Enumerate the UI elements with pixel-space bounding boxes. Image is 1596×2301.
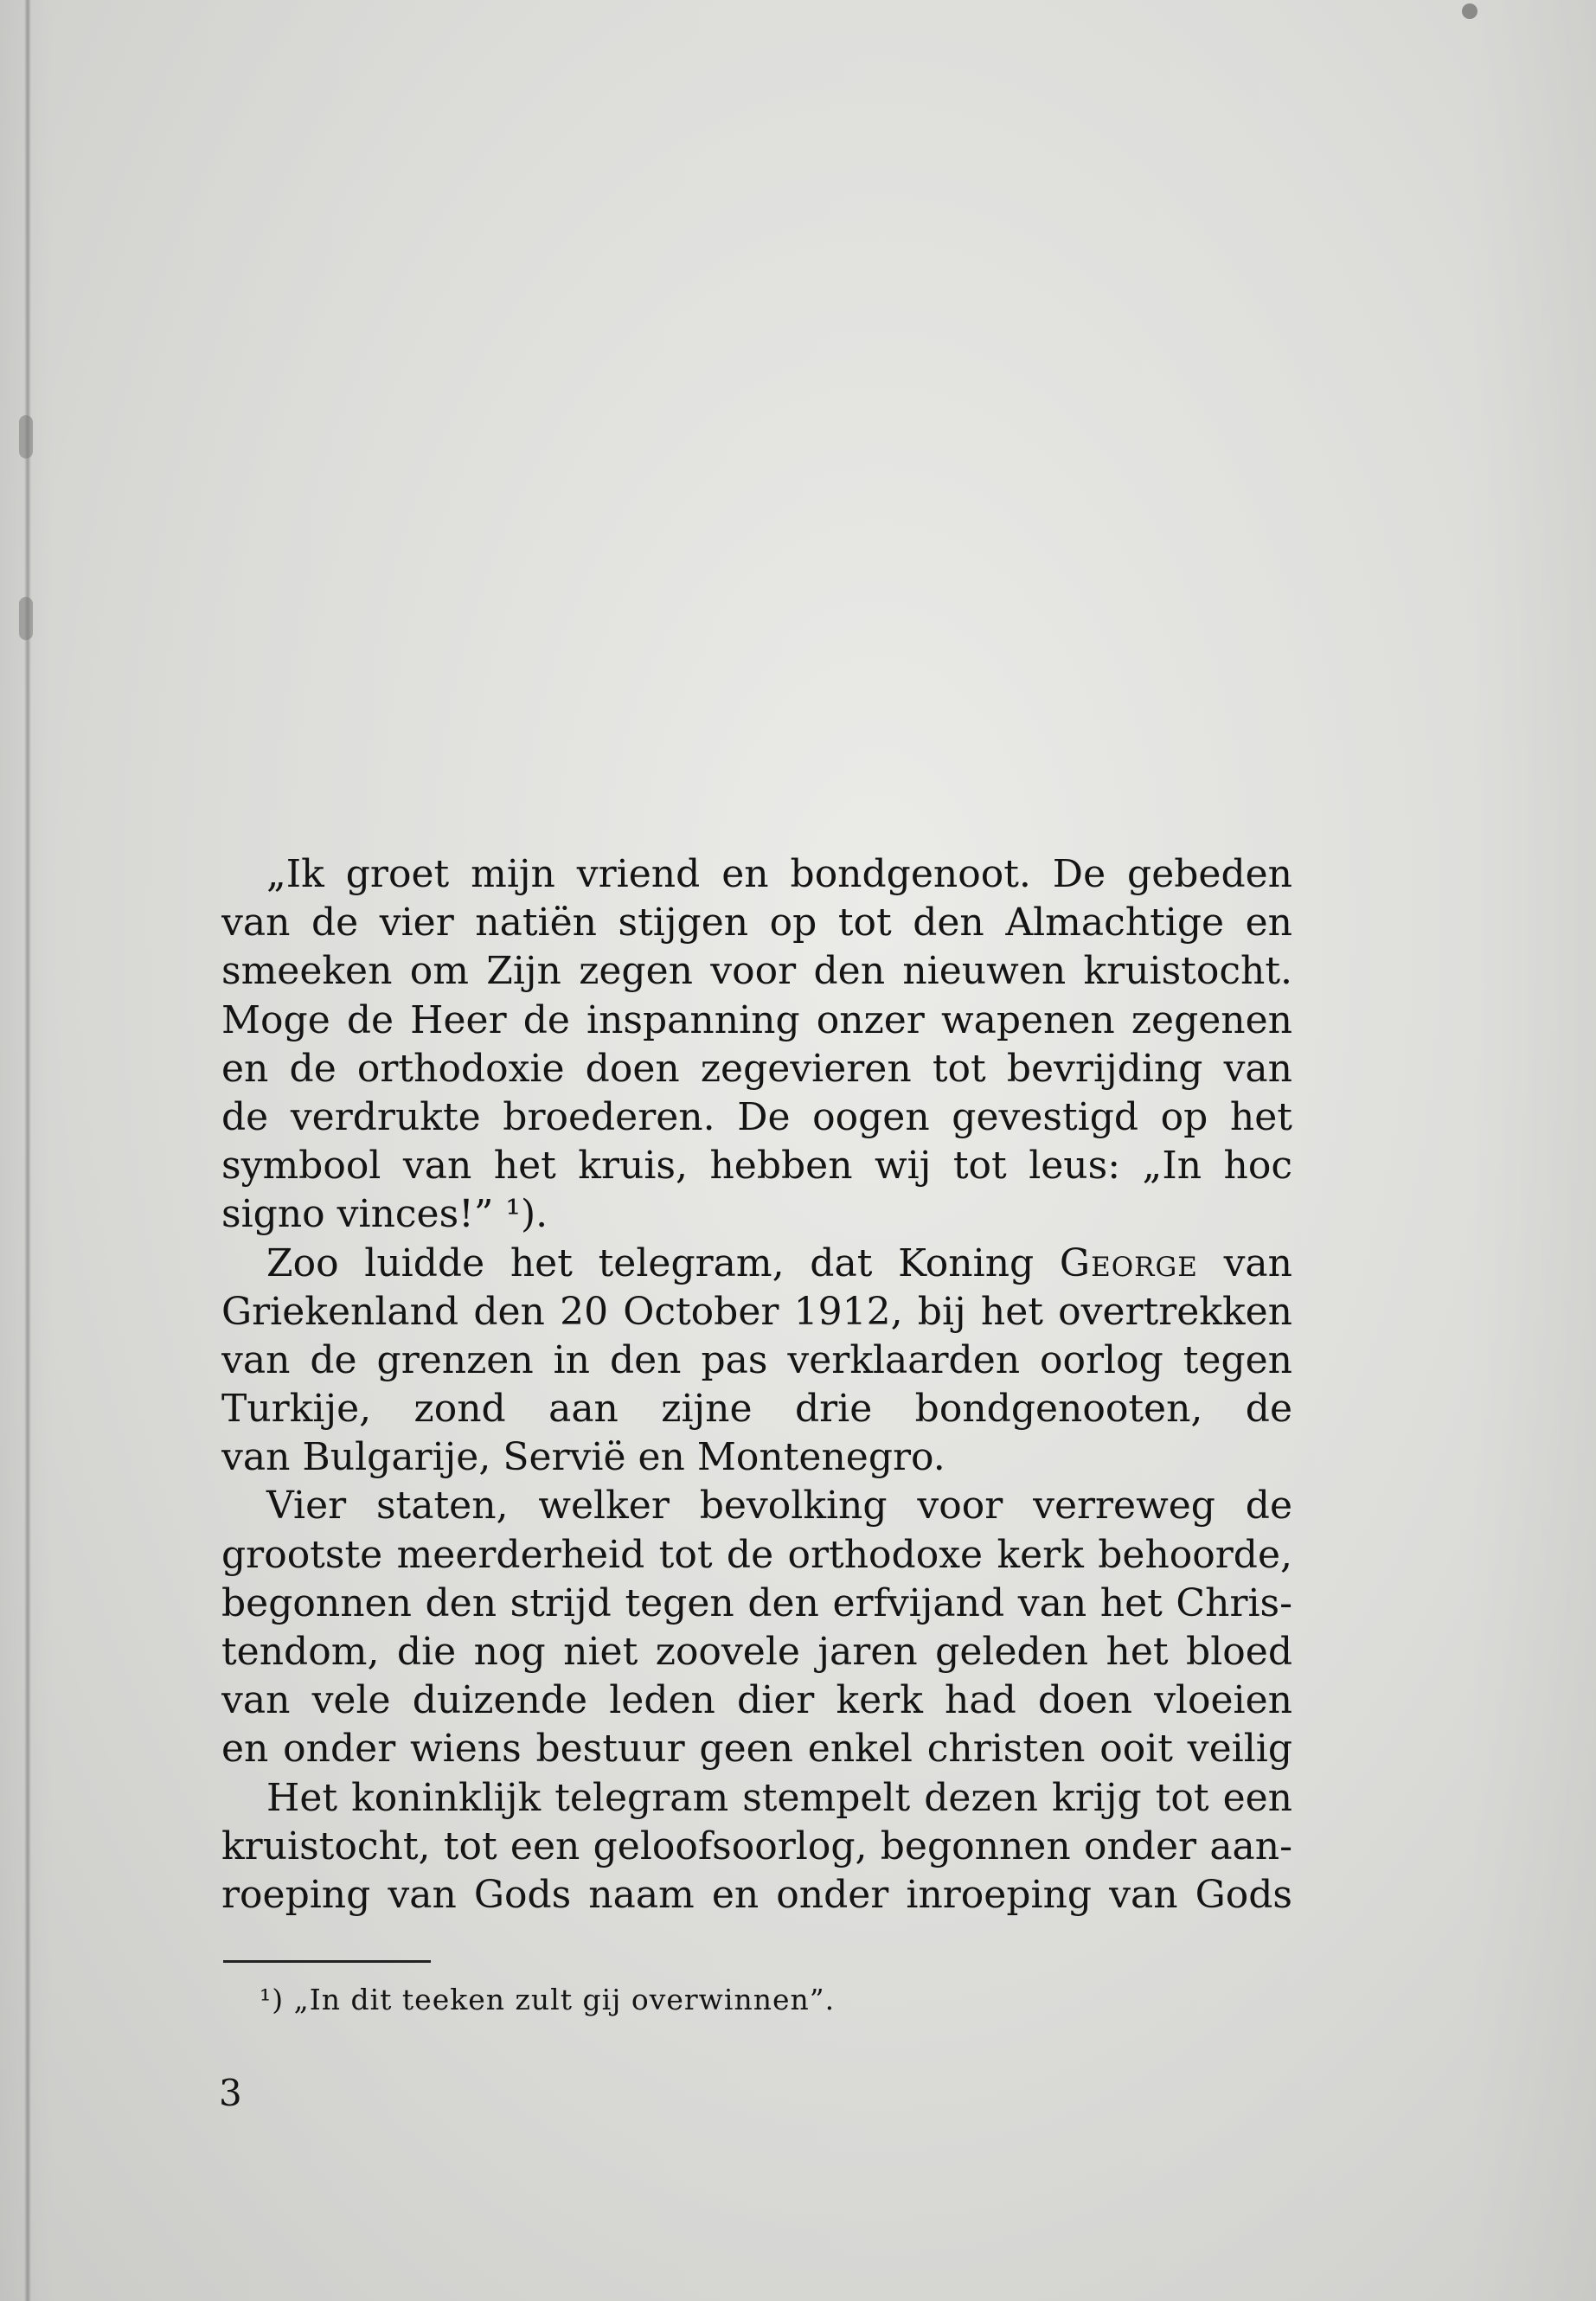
- text-line: en de orthodoxie doen zegevieren tot bevrijding van: [221, 1046, 1292, 1091]
- binding-mark: [19, 597, 33, 640]
- show-through-text: [227, 208, 1351, 256]
- text-line: grootste meerderheid tot de orthodoxe kerk behoorde,: [221, 1532, 1292, 1577]
- text-line: van de grenzen in den pas verklaarden oorlog tegen: [221, 1337, 1292, 1382]
- text-segment: van: [1197, 1240, 1292, 1285]
- text-line: symbool van het kruis, hebben wij tot leus: „In hoc: [221, 1144, 1292, 1189]
- text-line: van Bulgarije, Servië en Montenegro.: [221, 1435, 945, 1480]
- text-line: „Ik groet mijn vriend en bondgenoot. De gebeden: [266, 852, 1292, 896]
- text-line: Vier staten, welker bevolking voor verreweg de: [266, 1484, 1292, 1529]
- name-smallcaps: George: [1059, 1240, 1198, 1285]
- text-line: van de vier natiën stijgen op tot den Almachtige en: [221, 901, 1292, 945]
- footnote-text: „In dit teeken zult gij overwinnen”.: [293, 1983, 836, 2016]
- page-number: 3: [219, 2072, 242, 2114]
- text-line: tendom, die nog niet zoovele jaren geleden het bloed: [221, 1630, 1292, 1674]
- text-line: en onder wiens bestuur geen enkel christen ooit veilig: [221, 1727, 1292, 1772]
- text-line: kruistocht, tot een geloofsoorlog, begonnen onder aan-: [221, 1823, 1292, 1868]
- text-line: signo vinces!” ¹).: [221, 1192, 548, 1237]
- binding-mark: [19, 415, 33, 458]
- footnote: [260, 1981, 835, 2019]
- text-line: de verdrukte broederen. De oogen gevestigd op het: [221, 1094, 1292, 1139]
- text-segment: Zoo luidde het telegram, dat Koning: [266, 1240, 1060, 1285]
- text-line: smeeken om Zijn zegen voor den nieuwen kruistocht.: [221, 949, 1292, 994]
- text-line: Het koninklijk telegram stempelt dezen krijg tot een: [266, 1775, 1292, 1820]
- footnote-rule: [223, 1960, 431, 1963]
- footnote-marker: ¹): [260, 1983, 285, 2016]
- text-line: [221, 1240, 1292, 1288]
- body-text: [221, 850, 1292, 1920]
- text-line: Griekenland den 20 October 1912, bij het overtrekken: [221, 1289, 1292, 1334]
- text-line: roeping van Gods naam en onder inroeping van Gods: [221, 1872, 1292, 1917]
- ink-speck: [1462, 3, 1477, 19]
- text-line: Turkije, zond aan zijne drie bondgenooten, de: [221, 1387, 1292, 1432]
- page-binding-edge: [24, 0, 31, 2301]
- text-line: van vele duizende leden dier kerk had doen vloeien: [221, 1678, 1292, 1723]
- text-line: begonnen den strijd tegen den erfvijand van het Chris-: [221, 1580, 1292, 1625]
- text-line: Moge de Heer de inspanning onzer wapenen zegenen: [221, 997, 1292, 1042]
